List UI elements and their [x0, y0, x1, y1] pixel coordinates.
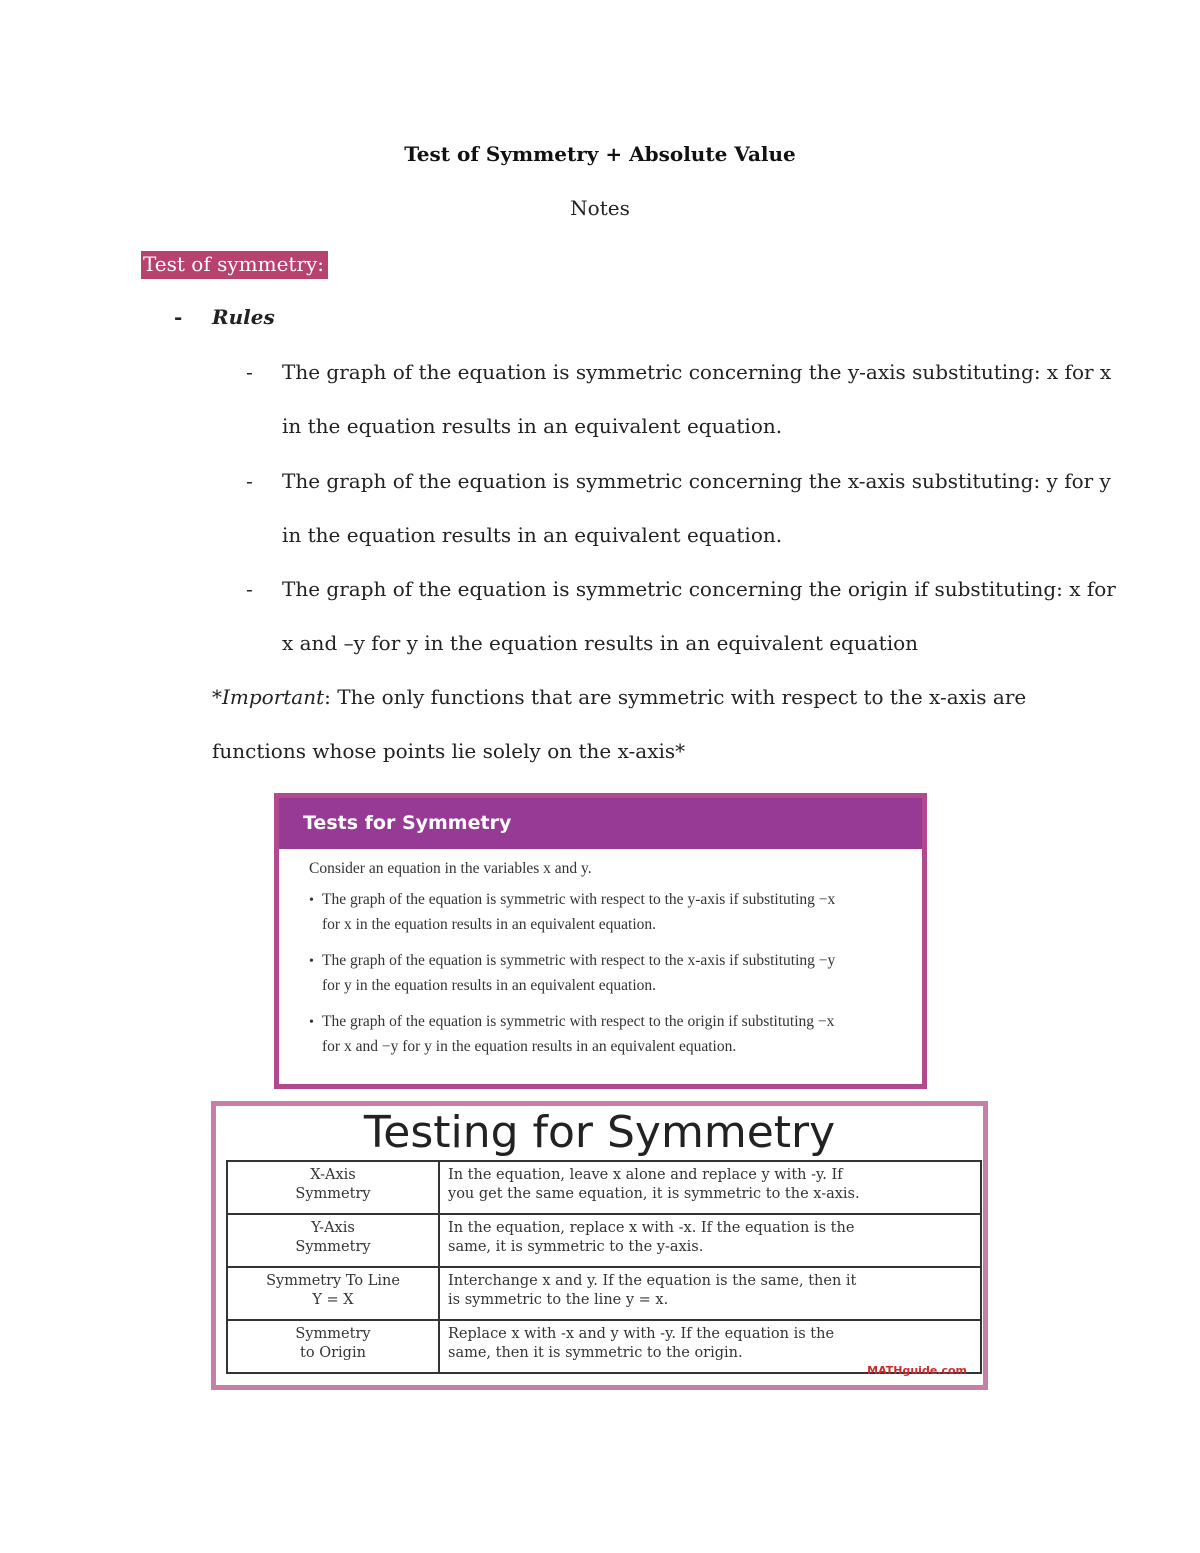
important-label: *Important: [212, 685, 325, 709]
cell-text: Y-Axis: [311, 1220, 355, 1236]
symmetry-item: The graph of the equation is symmetric with respect to the x-axis if substituting −y: [322, 952, 836, 969]
symmetry-type-cell: [227, 1214, 439, 1267]
testing-for-symmetry-image: [211, 1101, 988, 1390]
tests-for-symmetry-intro: Consider an equation in the variables x and y.: [309, 860, 592, 877]
bullet-marker: -: [246, 577, 253, 601]
symmetry-item: The graph of the equation is symmetric with respect to the origin if substituting −x: [322, 1013, 835, 1030]
cell-text: Symmetry: [295, 1239, 371, 1255]
bullet-marker: -: [246, 360, 253, 384]
table-row: [227, 1161, 981, 1214]
tests-for-symmetry-header: Tests for Symmetry: [279, 798, 922, 849]
bullet-dot: •: [309, 954, 314, 969]
page-subtitle: Notes: [570, 196, 630, 220]
cell-text: Symmetry To Line: [266, 1273, 400, 1289]
symmetry-table: [226, 1160, 982, 1374]
testing-for-symmetry-title: Testing for Symmetry: [363, 1107, 836, 1158]
cell-text: Symmetry: [295, 1186, 371, 1202]
rule-line: The graph of the equation is symmetric concerning the x-axis substituting: y for y: [282, 469, 1111, 493]
cell-text: Symmetry: [295, 1326, 371, 1342]
cell-text: is symmetric to the line y = x.: [448, 1292, 669, 1308]
rule-line: in the equation results in an equivalent equation.: [282, 523, 783, 547]
cell-text: In the equation, replace x with -x. If the equation is the: [448, 1220, 855, 1236]
page-title: Test of Symmetry + Absolute Value: [404, 142, 796, 166]
important-text: : The only functions that are symmetric with respect to the x-axis are: [324, 685, 1027, 709]
cell-text: X-Axis: [310, 1167, 356, 1183]
rule-line: in the equation results in an equivalent equation.: [282, 414, 783, 438]
symmetry-item: for y in the equation results in an equivalent equation.: [322, 977, 657, 994]
symmetry-item: for x and −y for y in the equation results in an equivalent equation.: [322, 1038, 737, 1055]
rules-dash: -: [174, 305, 183, 329]
cell-text: In the equation, leave x alone and replace y with -y. If: [448, 1167, 843, 1183]
tests-for-symmetry-panel: [279, 798, 922, 1084]
symmetry-type-cell: [227, 1267, 439, 1320]
important-note: [212, 685, 1026, 709]
symmetry-rule-cell: [439, 1161, 981, 1214]
cell-text: same, then it is symmetric to the origin.: [448, 1345, 743, 1361]
symmetry-type-cell: [227, 1320, 439, 1373]
rule-line: x and –y for y in the equation results in an equivalent equation: [282, 631, 919, 655]
cell-text: you get the same equation, it is symmetric to the x-axis.: [448, 1186, 860, 1202]
cell-text: Interchange x and y. If the equation is the same, then it: [448, 1273, 857, 1289]
section-heading: Test of symmetry:: [141, 251, 328, 279]
cell-text: Replace x with -x and y with -y. If the equation is the: [448, 1326, 835, 1342]
bullet-marker: -: [246, 469, 253, 493]
rules-label: Rules: [212, 305, 275, 329]
symmetry-type-cell: [227, 1161, 439, 1214]
cell-text: same, it is symmetric to the y-axis.: [448, 1239, 704, 1255]
symmetry-rule-cell: [439, 1214, 981, 1267]
tests-for-symmetry-image: [274, 793, 927, 1089]
important-note-continued: functions whose points lie solely on the x-axis*: [212, 739, 686, 763]
rule-line: The graph of the equation is symmetric concerning the origin if substituting: x for: [282, 577, 1116, 601]
bullet-dot: •: [309, 1015, 314, 1030]
mathguide-credit: MATHguide.com: [867, 1364, 967, 1377]
cell-text: Y = X: [312, 1292, 354, 1308]
symmetry-item: for x in the equation results in an equivalent equation.: [322, 916, 657, 933]
table-row: [227, 1214, 981, 1267]
symmetry-rule-cell: [439, 1267, 981, 1320]
table-row: [227, 1267, 981, 1320]
rule-line: The graph of the equation is symmetric concerning the y-axis substituting: x for x: [282, 360, 1112, 384]
bullet-dot: •: [309, 893, 314, 908]
cell-text: to Origin: [300, 1345, 366, 1361]
symmetry-item: The graph of the equation is symmetric with respect to the y-axis if substituting −x: [322, 891, 836, 908]
